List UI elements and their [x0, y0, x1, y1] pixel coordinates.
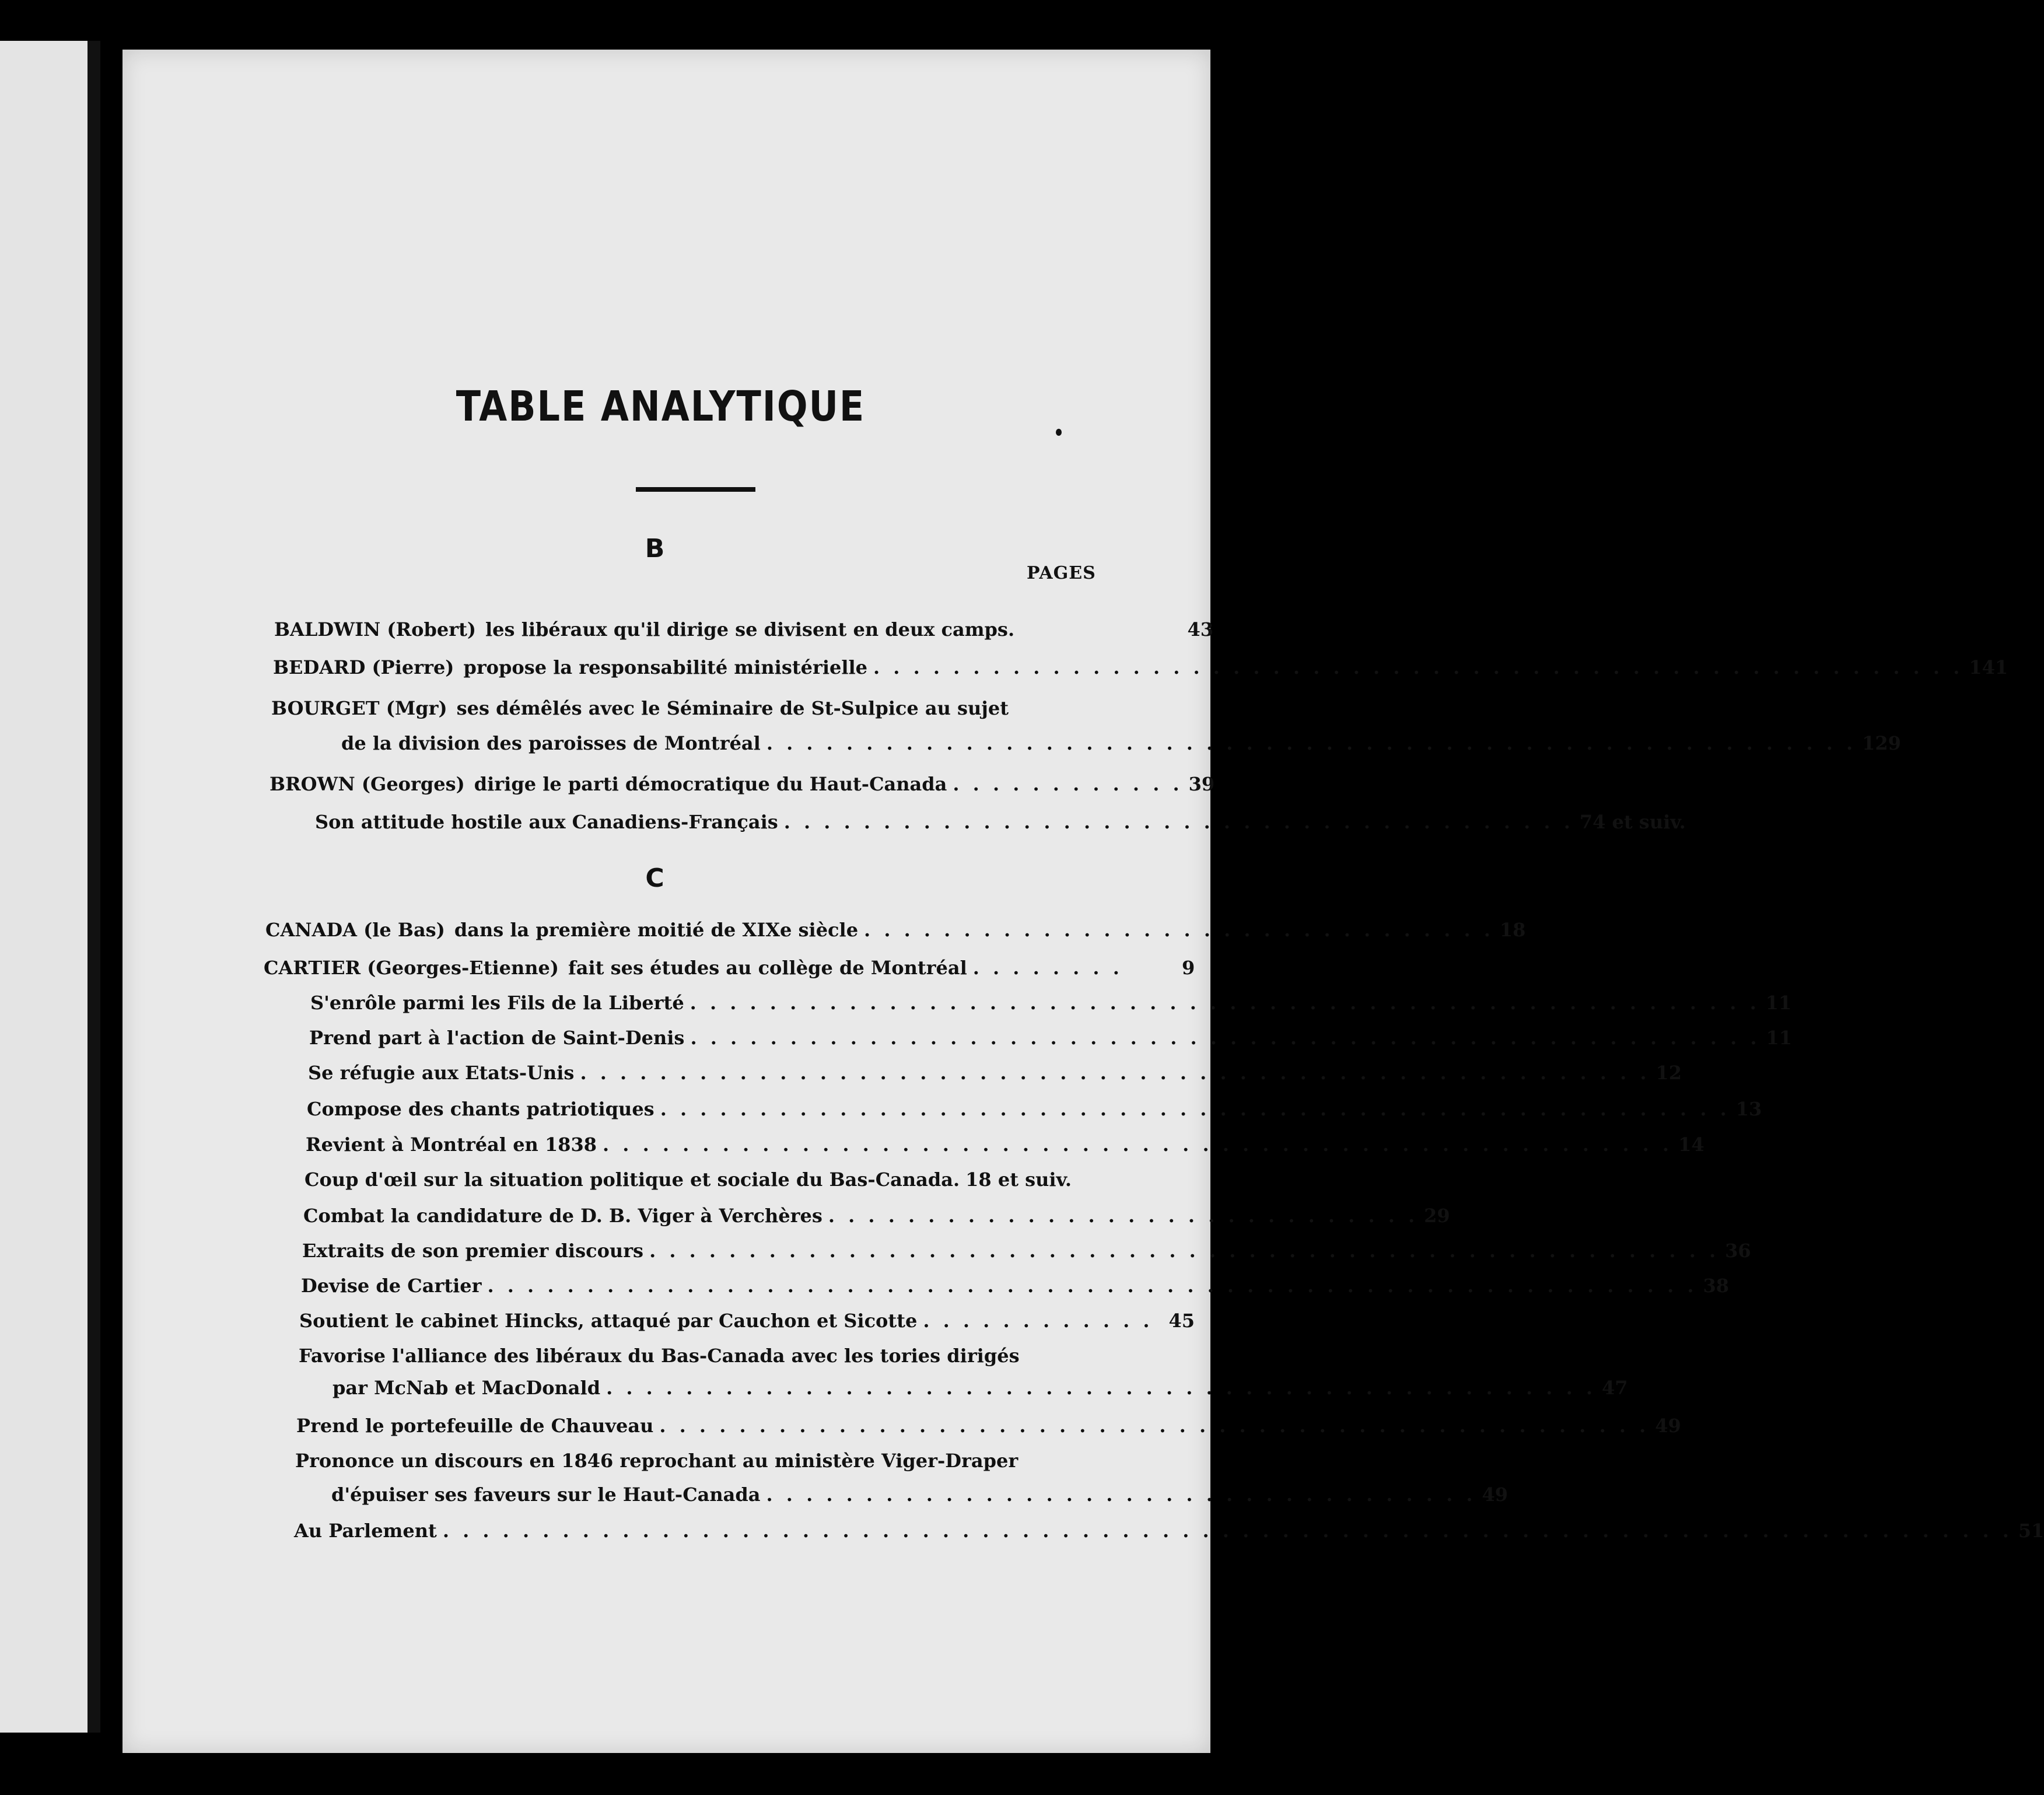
leader-dots: . . . . . . . . . . . . . . . . . . . . . . . . . . . . . . — [828, 1205, 1419, 1227]
entry-heading: BOURGET (Mgr) — [271, 697, 447, 719]
leader-dots: . . . . . . . . . . . . . . . . . . . . . . . . . . . . . . . . . . . . — [766, 1483, 1476, 1506]
entry-page: 11 — [1765, 992, 1792, 1014]
entry-text: ses démêlés avec le Séminaire de St-Sulpice au sujet — [456, 697, 1009, 719]
leader-dots: . . . . . . . . . . . . . . . . . . . . . . . . . . . . . . . . . . . . . . . . . . . . . . . . . . . . . . . — [766, 732, 1857, 754]
entry-page: 39 — [1188, 773, 1215, 795]
index-entry — [306, 1133, 1704, 1156]
leader-dots: . . . . . . . . . . . . . . . . . . . . . . . . . . . . . . . . . . . . . . . . . . . . . . . . . . — [659, 1415, 1650, 1437]
entry-text: Revient à Montréal en 1838 — [306, 1133, 597, 1156]
leader-dots: . . . . . . . . . . . . . . . . . . . . . . . . . . . . . . . . . . . . . . . . . . . . . . . . . . . . . . — [690, 1027, 1760, 1049]
entry-text: dirige le parti démocratique du Haut-Canada — [474, 773, 947, 795]
entry-page: 51 — [2018, 1520, 2044, 1542]
entry-text: Compose des chants patriotiques — [307, 1098, 654, 1120]
book-gutter — [88, 41, 100, 1733]
index-entry — [307, 1098, 1762, 1120]
index-entry — [294, 1520, 2044, 1542]
leader-dots: . . . . . . . . . . . . — [923, 1310, 1153, 1332]
entry-heading: BALDWIN (Robert) — [274, 618, 477, 641]
entry-text: dans la première moitié de XIXe siècle — [454, 919, 859, 941]
leader-dots: . . . . . . . . . . . . . . . . . . . . . . . . . . . . . . . . . . . . . . . . . . . . . . . . . . — [606, 1377, 1596, 1399]
entry-page: 13 — [1735, 1098, 1762, 1120]
entry-text: Coup d'œil sur la situation politique et sociale du Bas-Canada. — [304, 1168, 960, 1191]
entry-text: les libéraux qu'il dirige se divisent en deux camps. — [485, 618, 1015, 641]
leader-dots: . . . . . . . . . . . . . . . . . . . . . . . . . . . . . . . . . . . . . . . . . . . . . . . . . . . . . . . . . . . . . — [487, 1275, 1698, 1297]
section-letter-c: C — [645, 863, 664, 893]
entry-page: 43 — [1187, 618, 1213, 641]
index-entry — [270, 773, 1215, 795]
section-letter-b: B — [645, 534, 665, 564]
entry-text: Devise de Cartier — [301, 1275, 482, 1297]
entry-text: d'épuiser ses faveurs sur le Haut-Canada — [331, 1483, 761, 1506]
facing-page-edge — [0, 41, 99, 1733]
entry-text: Son attitude hostile aux Canadiens-Français — [315, 811, 778, 833]
index-entry-continuation — [332, 1377, 1628, 1399]
leader-dots: . . . . . . . . . . . . . . . . . . . . . . . . . . . . . . . . . . . . . . . . . . . . . . . . . . . . . . . — [873, 656, 1964, 678]
entry-text: Combat la candidature de D. B. Viger à Verchères — [303, 1205, 822, 1227]
leader-dots: . . . . . . . . . . . . . . . . . . . . . . . . . . . . . . . . . . . . . . . . . . . . . . . . . . . . . . — [649, 1240, 1720, 1262]
entry-page: 45 — [1168, 1310, 1195, 1332]
leader-dots: . . . . . . . . . . . . . . . . . . . . . . . . . . . . . . . . . . . . . . . . . . . . . . . . . . . . . . — [660, 1098, 1730, 1120]
index-entry — [315, 811, 1686, 833]
entry-text: Prend part à l'action de Saint-Denis — [309, 1027, 685, 1049]
entry-page: 47 — [1601, 1377, 1628, 1399]
entry-text: Se réfugie aux Etats-Unis — [308, 1062, 575, 1084]
entry-page: 11 — [1766, 1027, 1793, 1049]
index-entry — [309, 1027, 1793, 1049]
entry-page: 12 — [1656, 1062, 1682, 1084]
entry-page: 141 — [1969, 656, 2008, 678]
entry-page: 14 — [1678, 1133, 1704, 1156]
index-entry — [299, 1345, 1197, 1367]
entry-text: S'enrôle parmi les Fils de la Liberté — [310, 992, 684, 1014]
index-entry — [301, 1275, 1730, 1297]
index-entry — [271, 697, 1205, 719]
index-entry — [310, 992, 1792, 1014]
index-entry — [273, 656, 2008, 678]
pages-column-label: PAGES — [1027, 563, 1096, 583]
entry-page: 74 et suiv. — [1579, 811, 1686, 833]
entry-heading: BROWN (Georges) — [270, 773, 465, 795]
entry-page: 29 — [1424, 1205, 1450, 1227]
entry-page: 9 — [1182, 957, 1195, 979]
entry-text: Extraits de son premier discours — [302, 1240, 644, 1262]
entry-page: 36 — [1725, 1240, 1751, 1262]
entry-text: Soutient le cabinet Hincks, attaqué par Cauchon et Sicotte — [299, 1310, 918, 1332]
index-entry — [274, 618, 1213, 641]
leader-dots: . . . . . . . . . . . . . . . . . . . . . . . . . . . . . . . . . . . . . . . . . . . . . . . . . . . . . . — [603, 1133, 1673, 1156]
entry-page: 49 — [1482, 1483, 1508, 1506]
entry-text: par McNab et MacDonald — [332, 1377, 601, 1399]
index-entry — [264, 957, 1203, 979]
entry-page: 38 — [1703, 1275, 1730, 1297]
index-entry-continuation — [331, 1483, 1508, 1506]
entry-heading: BEDARD (Pierre) — [273, 656, 454, 678]
entry-heading: CARTIER (Georges-Etienne) — [264, 957, 559, 979]
index-entry — [299, 1310, 1195, 1332]
leader-dots: . . . . . . . . . . . . . . . . . . . . . . . . . . . . . . . . — [864, 919, 1494, 941]
entry-text: propose la responsabilité ministérielle — [463, 656, 868, 678]
entry-text: de la division des paroisses de Montréal — [341, 732, 761, 754]
index-entry — [308, 1062, 1682, 1084]
page-title: TABLE ANALYTIQUE — [456, 382, 866, 431]
index-entry — [295, 1450, 1194, 1472]
entry-text: Favorise l'alliance des libéraux du Bas-Canada avec les tories dirigés — [299, 1345, 1020, 1367]
index-entry — [302, 1240, 1751, 1262]
entry-heading: CANADA (le Bas) — [265, 919, 445, 941]
entry-text: Prononce un discours en 1846 reprochant au ministère Viger-Draper — [295, 1450, 1019, 1472]
index-entry — [296, 1415, 1681, 1437]
leader-dots: . . . . . . . . . . . . . . . . . . . . . . . . . . . . . . . . . . . . . . . . . . . . . . . . . . . . . . — [580, 1062, 1650, 1084]
entry-page: 129 — [1862, 732, 1901, 754]
index-entry — [303, 1205, 1450, 1227]
index-entry — [304, 1168, 1200, 1191]
leader-dots: . . . . . . . . . . . . — [953, 773, 1183, 795]
entry-text: fait ses études au collège de Montréal — [568, 957, 967, 979]
leader-dots: . . . . . . . . . . . . . . . . . . . . . . . . . . . . . . . . . . . . . . . . . . . . . . . . . . . . . . . . . . . . . . . . . . . . . . . . . . . . . . . — [442, 1520, 2013, 1542]
entry-page: 18 et suiv. — [965, 1168, 1072, 1191]
entry-page: 49 — [1655, 1415, 1681, 1437]
index-entry-continuation — [341, 732, 1901, 754]
leader-dots: . . . . . . . . . . . . . . . . . . . . . . . . . . . . . . . . . . . . . . . . . . . . . . . . . . . . . . — [690, 992, 1760, 1014]
leader-dots: . . . . . . . . . . . . . . . . . . . . . . . . . . . . . . . . . . . . . . . . — [783, 811, 1574, 833]
document-page — [123, 50, 2044, 1753]
entry-text: Au Parlement — [294, 1520, 437, 1542]
index-entry — [265, 919, 1526, 941]
entry-text: Prend le portefeuille de Chauveau — [296, 1415, 654, 1437]
title-rule — [636, 487, 755, 492]
entry-page: 18 — [1499, 919, 1526, 941]
leader-dots: . . . . . . . . — [972, 957, 1123, 979]
